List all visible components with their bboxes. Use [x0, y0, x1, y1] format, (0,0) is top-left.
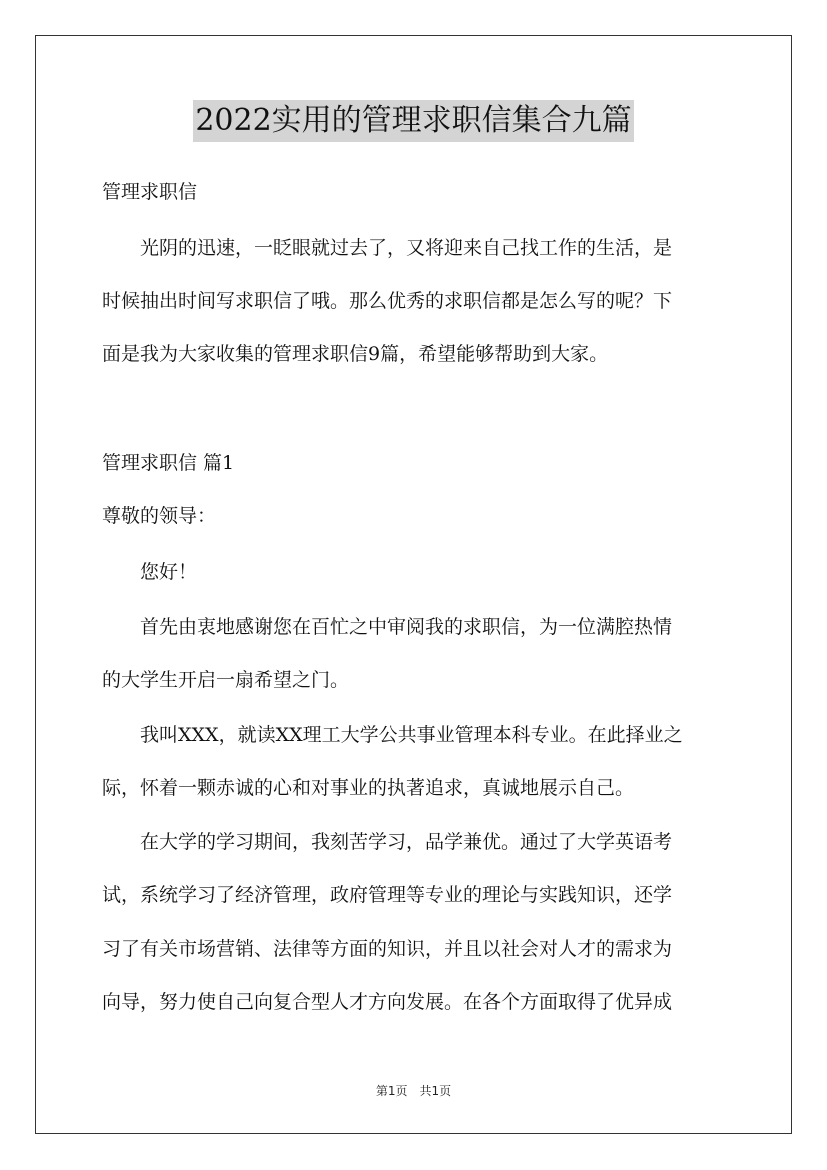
body-line: 的大学生开启一扇希望之门。 [102, 669, 350, 691]
page-footer: 第1页 共1页 [375, 1084, 452, 1098]
greeting: 您好！ [102, 561, 198, 583]
body-line: 试，系统学习了经济管理，政府管理等专业的理论与实践知识，还学 [102, 884, 673, 906]
intro-line: 时候抽出时间写求职信了哦。那么优秀的求职信都是怎么写的呢？下 [102, 290, 673, 312]
body-line: 我叫XXX，就读XX理工大学公共事业管理本科专业。在此择业之 [102, 724, 683, 746]
intro-line: 面是我为大家收集的管理求职信9篇，希望能够帮助到大家。 [102, 343, 609, 365]
body-line: 习了有关市场营销、法律等方面的知识，并且以社会对人才的需求为 [102, 938, 673, 960]
document-title: 2022实用的管理求职信集合九篇 [193, 100, 633, 142]
article-heading: 管理求职信 篇1 [102, 452, 235, 474]
salutation: 尊敬的领导： [102, 505, 217, 527]
body-line: 际，怀着一颗赤诚的心和对事业的执著追求，真诚地展示自己。 [102, 777, 635, 799]
body-line: 首先由衷地感谢您在百忙之中审阅我的求职信，为一位满腔热情 [102, 616, 673, 638]
section-heading: 管理求职信 [102, 181, 198, 203]
body-line: 向导，努力使自己向复合型人才方向发展。在各个方面取得了优异成 [102, 991, 673, 1013]
intro-line: 光阴的迅速，一眨眼就过去了，又将迎来自己找工作的生活，是 [102, 237, 673, 259]
title-container [0, 100, 827, 142]
body-line: 在大学的学习期间，我刻苦学习，品学兼优。通过了大学英语考 [102, 831, 673, 853]
